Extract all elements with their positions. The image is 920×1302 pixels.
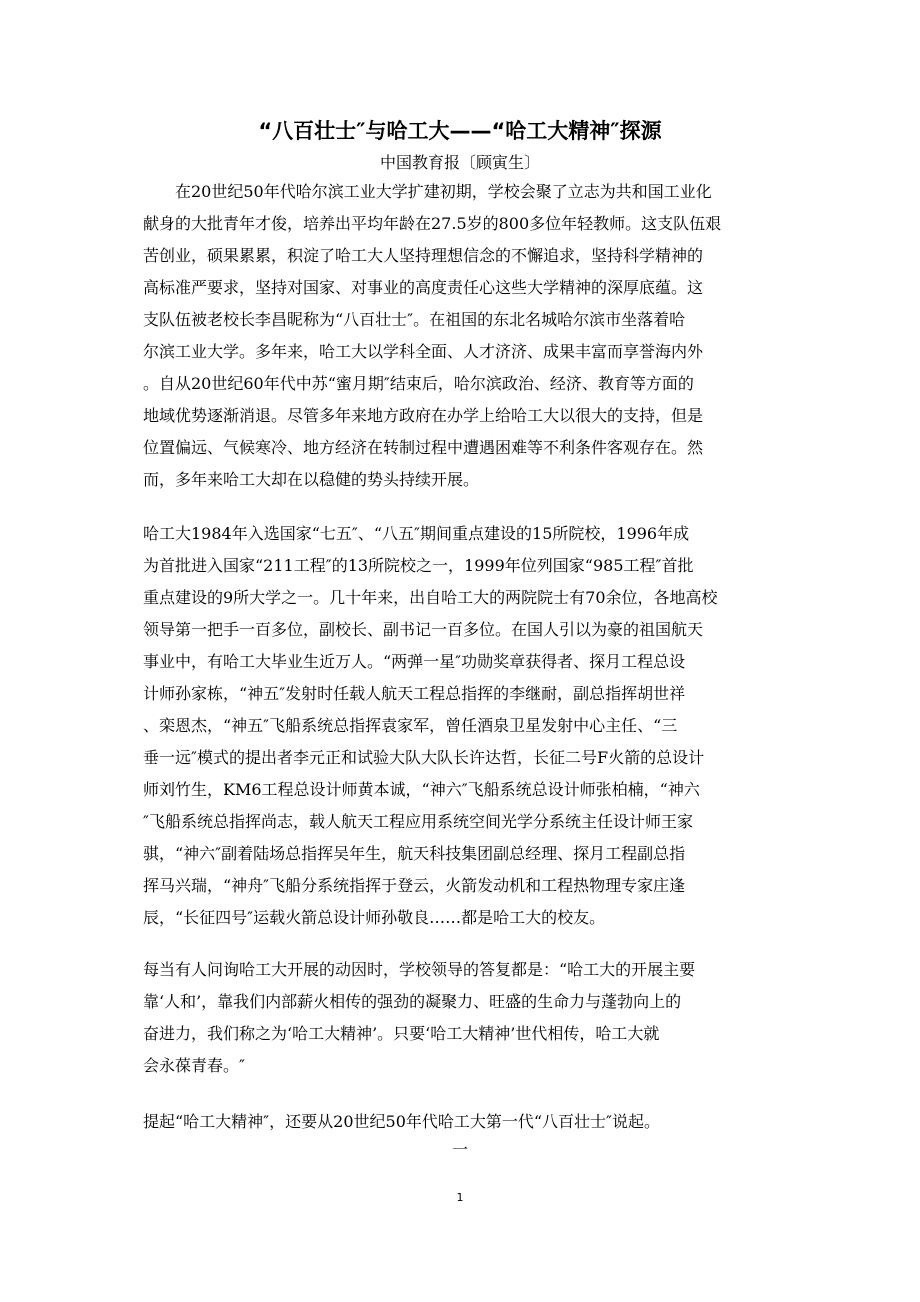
paragraph-line: 在20世纪50年代哈尔滨工业大学扩建初期，学校会聚了立志为共和国工业化 — [175, 182, 712, 201]
paragraph-line: 位置偏远、气候寒冷、地方经济在转制过程中遭遇困难等不利条件客观存在。然 — [143, 438, 704, 457]
paragraph-line: 每当有人问询哈工大开展的动因时，学校领导的答复都是：“哈工大的开展主要 — [143, 960, 696, 979]
paragraph-line: 尔滨工业大学。多年来，哈工大以学科全面、人才济济、成果丰富而享誉海内外 — [143, 342, 704, 361]
paragraph-line: 计师孙家栋，“神五″发射时任载人航天工程总指挥的李继耐，副总指挥胡世祥 — [143, 684, 686, 703]
paragraph-line: 骐，“神六″副着陆场总指挥吴年生，航天科技集团副总经理、探月工程副总指 — [143, 844, 686, 863]
paragraph-3 — [143, 954, 777, 1082]
paragraph-line: 垂一远″模式的提出者李元正和试验大队大队长许达哲，长征二号F火箭的总设计 — [143, 748, 705, 767]
paragraph-line: 挥马兴瑞，“神舟″飞船分系统指挥于登云，火箭发动机和工程热物理专家庄逢 — [143, 876, 686, 895]
paragraph-line: 哈工大1984年入选国家“七五″、“八五″期间重点建设的15所院校，1996年成 — [143, 524, 690, 543]
paragraph-line: 、栾恩杰，“神五″飞船系统总指挥袁家军，曾任酒泉卫星发射中心主任、“三 — [143, 716, 678, 735]
section-number: 一 — [451, 1140, 468, 1159]
paragraph-line: 辰，“长征四号″运载火箭总设计师孙敬良……都是哈工大的校友。 — [143, 908, 606, 927]
paragraph-2 — [143, 518, 777, 934]
paragraph-line: 苦创业，硕果累累，积淀了哈工大人坚持理想信念的不懈追求，坚持科学精神的 — [143, 246, 704, 265]
paragraph-line: 领导第一把手一百多位，副校长、副书记一百多位。在国人引以为豪的祖国航天 — [143, 620, 704, 639]
paragraph-line: 为首批进入国家“211工程″的13所院校之一，1999年位列国家“985工程″首批 — [143, 556, 694, 575]
paragraph-line: 支队伍被老校长李昌昵称为“八百壮士″。在祖国的东北名城哈尔滨市坐落着哈 — [143, 310, 686, 329]
paragraph-line: 事业中，有哈工大毕业生近万人。“两弹一星″功勋奖章获得者、探月工程总设 — [143, 652, 686, 671]
paragraph-line: ″飞船系统总指挥尚志，载人航天工程应用系统空间光学分系统主任设计师王家 — [143, 812, 693, 831]
paragraph-line: 会永葆青春。″ — [143, 1056, 245, 1075]
document-byline: 中国教育报〔顾寅生〕 — [379, 153, 540, 172]
paragraph-line: 献身的大批青年才俊，培养出平均年龄在27.5岁的800多位年轻教师。这支队伍艰 — [143, 214, 722, 233]
paragraph-line: 提起“哈工大精神″，还要从20世纪50年代哈工大第一代“八百壮士″说起。 — [143, 1112, 661, 1131]
page-number: 1 — [456, 1191, 464, 1204]
paragraph-line: 师刘竹生，KM6工程总设计师黄本诚，“神六″飞船系统总设计师张柏楠，“神六 — [143, 780, 700, 799]
paragraph-line: 重点建设的9所大学之一。几十年来，出自哈工大的两院院士有70余位，各地高校 — [143, 588, 718, 607]
paragraph-line: 高标准严要求，坚持对国家、对事业的高度责任心这些大学精神的深厚底蕴。这 — [143, 278, 704, 297]
paragraph-line: 而，多年来哈工大却在以稳健的势头持续开展。 — [143, 470, 480, 489]
paragraph-line: 奋进力，我们称之为‘哈工大精神’。只要‘哈工大精神’世代相传，哈工大就 — [143, 1024, 660, 1043]
paragraph-line: 地域优势逐渐消退。尽管多年来地方政府在办学上给哈工大以很大的支持，但是 — [143, 406, 704, 425]
paragraph-line: 。自从20世纪60年代中苏“蜜月期″结束后，哈尔滨政治、经济、教育等方面的 — [143, 374, 694, 393]
document-title: “八百壮士″与哈工大——“哈工大精神″探源 — [258, 119, 662, 143]
paragraph-line: 靠‘人和’，靠我们内部薪火相传的强劲的凝聚力、旺盛的生命力与蓬勃向上的 — [143, 992, 682, 1011]
paragraph-1 — [143, 176, 777, 496]
paragraph-4 — [143, 1106, 777, 1138]
